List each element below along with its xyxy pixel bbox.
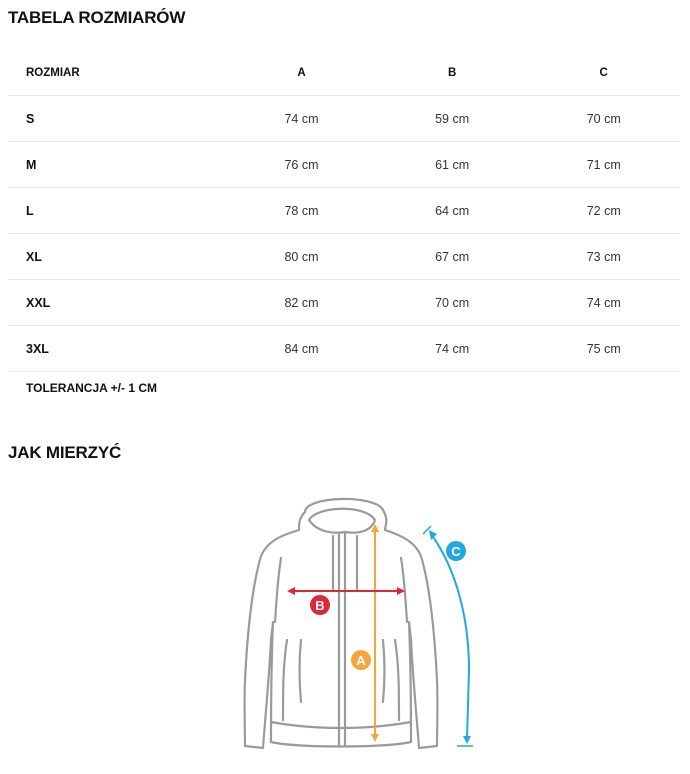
table-row	[8, 96, 680, 142]
size-table-title: TABELA ROZMIARÓW	[8, 8, 186, 27]
value-cell-b: 74 cm	[377, 326, 528, 372]
size-cell: M	[8, 142, 226, 188]
hoodie-outline	[245, 499, 438, 748]
tolerance-note: TOLERANCJA +/- 1 CM	[26, 381, 158, 395]
hoodie-measurement-diagram	[225, 490, 485, 765]
size-cell: S	[8, 96, 226, 142]
marker-a-label: A	[356, 653, 366, 668]
size-cell: XL	[8, 234, 226, 280]
table-row	[8, 188, 680, 234]
column-header-a: A	[226, 50, 377, 96]
value-cell-b: 61 cm	[377, 142, 528, 188]
table-row	[8, 142, 680, 188]
value-cell-c: 70 cm	[527, 96, 680, 142]
column-header-size: ROZMIAR	[8, 50, 226, 96]
value-cell-a: 84 cm	[226, 326, 377, 372]
size-cell: XXL	[8, 280, 226, 326]
size-table	[8, 50, 680, 372]
value-cell-a: 76 cm	[226, 142, 377, 188]
value-cell-c: 73 cm	[527, 234, 680, 280]
column-header-c: C	[527, 50, 680, 96]
measurement-c	[423, 526, 473, 746]
table-header-row	[8, 50, 680, 96]
value-cell-c: 72 cm	[527, 188, 680, 234]
value-cell-a: 74 cm	[226, 96, 377, 142]
column-header-b: B	[377, 50, 528, 96]
table-row	[8, 326, 680, 372]
value-cell-a: 80 cm	[226, 234, 377, 280]
value-cell-b: 64 cm	[377, 188, 528, 234]
value-cell-b: 59 cm	[377, 96, 528, 142]
table-row	[8, 234, 680, 280]
marker-b-label: B	[315, 598, 325, 613]
marker-c-label: C	[451, 544, 461, 559]
measurement-a	[351, 524, 379, 742]
how-to-measure-title: JAK MIERZYĆ	[8, 443, 122, 462]
value-cell-c: 75 cm	[527, 326, 680, 372]
table-row	[8, 280, 680, 326]
value-cell-c: 71 cm	[527, 142, 680, 188]
size-cell: L	[8, 188, 226, 234]
value-cell-a: 82 cm	[226, 280, 377, 326]
size-cell: 3XL	[8, 326, 226, 372]
value-cell-b: 67 cm	[377, 234, 528, 280]
value-cell-a: 78 cm	[226, 188, 377, 234]
value-cell-b: 70 cm	[377, 280, 528, 326]
value-cell-c: 74 cm	[527, 280, 680, 326]
